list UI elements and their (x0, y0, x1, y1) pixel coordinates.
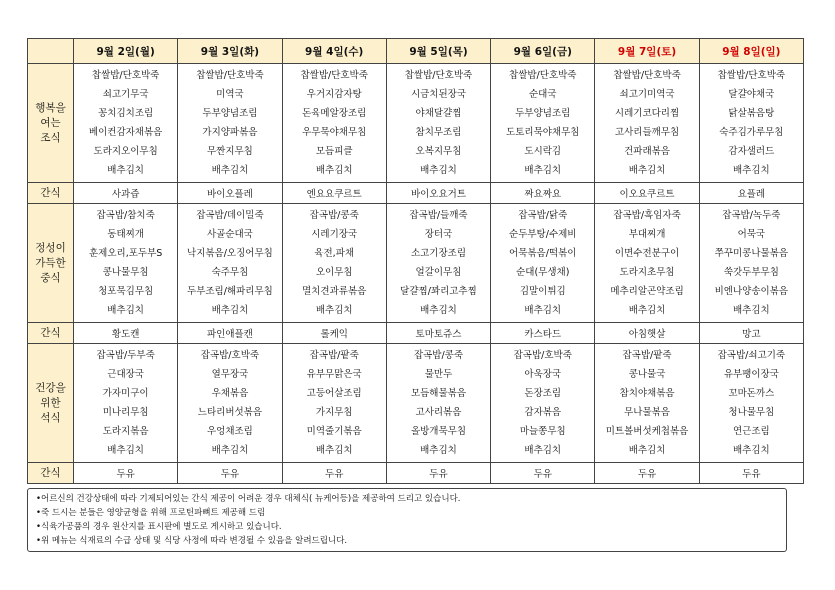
menu-cell (386, 64, 490, 183)
snack-label: 간식 (28, 323, 74, 344)
menu-cell (386, 344, 490, 463)
menu-item: 잡곡밥/팥죽 (309, 349, 359, 361)
menu-item: 멸치견과류볶음 (302, 285, 367, 297)
menu-item: 꼬마돈까스 (728, 387, 775, 399)
menu-item: 유부무맑은국 (306, 368, 362, 380)
menu-item: 배추김치 (107, 304, 144, 316)
note-line: •어르신의 건강상태에 따라 기제되어있는 간식 제공이 어려운 경우 대체식( 뉴케어등)을 제공하여 드리고 있습니다. (36, 494, 461, 504)
menu-item: 잡곡밥/데이밀죽 (196, 209, 264, 221)
menu-item: 훈제오리,포두부S (88, 247, 163, 259)
menu-item-list (283, 204, 386, 322)
menu-item-list (595, 204, 698, 322)
menu-item-list (283, 64, 386, 182)
breakfast-label (28, 64, 74, 183)
day-header: 9월 2일(월) (74, 39, 178, 64)
menu-item: 배추김치 (315, 164, 353, 176)
menu-item: 시금치된장국 (410, 88, 467, 100)
snack-label: 간식 (28, 183, 74, 204)
menu-cell (74, 204, 178, 323)
menu-item: 잡곡밥/콩죽 (309, 209, 359, 221)
meal-label-line: 가득한 (35, 256, 66, 269)
snack-cell: 엔요요쿠르트 (282, 183, 386, 204)
menu-item: 어묵볶음/떡볶이 (509, 247, 577, 259)
snack-cell: 토마토쥬스 (386, 323, 490, 344)
menu-item: 찹쌀밥/단호박죽 (509, 69, 577, 81)
day-header: 9월 5일(목) (386, 39, 490, 64)
menu-item: 배추김치 (211, 444, 249, 456)
menu-item: 숙주무침 (211, 266, 249, 278)
menu-item: 배추김치 (732, 164, 770, 176)
menu-item: 잡곡밥/호박죽 (200, 349, 260, 361)
dinner-snack-row (28, 463, 804, 484)
snack-cell: 두유 (491, 463, 595, 484)
menu-item-list (74, 204, 177, 322)
menu-item-list (491, 64, 594, 182)
menu-item-list (491, 204, 594, 322)
menu-item: 감자샐러드 (728, 145, 775, 157)
menu-item: 사골순대국 (206, 228, 253, 240)
menu-item: 아욱장국 (524, 368, 562, 380)
menu-item: 오이무침 (315, 266, 353, 278)
menu-item: 배추김치 (107, 444, 144, 456)
meal-label-line: 여는 (40, 116, 61, 129)
menu-item: 우거지감자탕 (306, 88, 362, 100)
menu-item: 두부양념조림 (515, 107, 571, 119)
menu-item: 쑥갓두부무침 (723, 266, 779, 278)
menu-item: 가지양파볶음 (202, 126, 258, 138)
menu-item: 미트볼버섯케첩볶음 (605, 425, 689, 437)
snack-cell: 이오요쿠르트 (595, 183, 699, 204)
menu-item: 잡곡밥/팥죽 (622, 349, 672, 361)
menu-item-list (178, 344, 281, 462)
snack-cell: 바이오플레 (178, 183, 282, 204)
meal-label-line: 중식 (40, 271, 61, 284)
menu-item-list (595, 344, 698, 462)
menu-item: 청나물무침 (728, 406, 775, 418)
menu-item: 모듬피클 (315, 145, 353, 157)
menu-item: 마늘쫑무침 (519, 425, 566, 437)
menu-cell (491, 204, 595, 323)
menu-item-list (387, 64, 490, 182)
menu-cell (74, 344, 178, 463)
menu-item: 고등어살조림 (306, 387, 362, 399)
menu-item: 무나물볶음 (624, 406, 670, 418)
menu-item-list (700, 64, 803, 182)
menu-item: 유부팽이장국 (723, 368, 779, 380)
menu-item: 고사리들깨무침 (614, 126, 680, 138)
menu-item-list (74, 64, 177, 182)
snack-cell: 두유 (386, 463, 490, 484)
menu-item: 가지무침 (315, 406, 353, 418)
day-header-weekend: 9월 8일(일) (699, 39, 803, 64)
menu-cell (491, 344, 595, 463)
menu-item: 두부양념조림 (202, 107, 258, 119)
weekly-meal-table (27, 38, 804, 484)
menu-item: 잡곡밥/콩죽 (413, 349, 464, 361)
menu-item: 올방개묵무침 (410, 425, 467, 437)
snack-cell: 두유 (595, 463, 699, 484)
meal-label-line: 석식 (40, 411, 61, 424)
menu-item-list (700, 204, 803, 322)
snack-cell: 두유 (282, 463, 386, 484)
menu-item: 배추김치 (732, 444, 770, 456)
menu-item: 도라지오이무침 (93, 145, 158, 157)
menu-item: 배추김치 (524, 164, 562, 176)
snack-cell: 짜요짜요 (491, 183, 595, 204)
menu-item: 고사리볶음 (415, 406, 462, 418)
menu-item: 잡곡밥/참치죽 (96, 209, 155, 221)
meal-label-line: 조식 (40, 131, 61, 144)
menu-item: 찹쌀밥/단호박죽 (300, 69, 368, 81)
menu-item: 잡곡밥/쇠고기죽 (717, 349, 786, 361)
snack-cell: 롤케익 (282, 323, 386, 344)
menu-cell (178, 344, 282, 463)
day-header-row (28, 39, 804, 64)
menu-cell (595, 64, 699, 183)
menu-item: 미나리무침 (102, 406, 149, 418)
meal-label-line: 행복을 (35, 101, 66, 114)
menu-item: 배추김치 (211, 304, 249, 316)
menu-item: 달걀찜/꽈리고추찜 (400, 285, 477, 297)
lunch-label (28, 204, 74, 323)
menu-item: 콩나물국 (628, 368, 666, 380)
menu-item-list (387, 204, 490, 322)
menu-item: 비엔나양송이볶음 (714, 285, 789, 297)
menu-item-list (283, 344, 386, 462)
menu-item: 돈장조림 (524, 387, 562, 399)
menu-item: 가자미구이 (102, 387, 149, 399)
menu-item: 찹쌀밥/단호박죽 (196, 69, 264, 81)
menu-item: 김말이튀김 (519, 285, 566, 297)
menu-item: 잡곡밥/녹두죽 (722, 209, 781, 221)
menu-item: 메추리알곤약조림 (610, 285, 684, 297)
menu-item: 참치무조림 (415, 126, 462, 138)
snack-cell: 황도캔 (74, 323, 178, 344)
menu-item-list (595, 64, 698, 182)
notes-box (27, 488, 787, 552)
menu-item: 어묵국 (737, 228, 766, 240)
menu-item: 배추김치 (107, 164, 144, 176)
menu-item: 미역줄기볶음 (306, 425, 362, 437)
menu-item: 장터국 (424, 228, 453, 240)
meal-label-line: 정성이 (35, 241, 66, 254)
menu-item: 도토리묵야채무침 (506, 126, 580, 138)
day-header: 9월 4일(수) (282, 39, 386, 64)
menu-item: 배추김치 (420, 164, 457, 176)
menu-item-list (387, 344, 490, 462)
menu-item: 잡곡밥/흑임자죽 (613, 209, 681, 221)
menu-item: 배추김치 (524, 444, 562, 456)
day-header: 9월 6일(금) (491, 39, 595, 64)
dinner-label (28, 344, 74, 463)
menu-item: 배추김치 (628, 304, 666, 316)
menu-item: 오복지무침 (415, 145, 462, 157)
menu-item: 쇠고기무국 (102, 88, 149, 100)
menu-item: 시레기장국 (311, 228, 358, 240)
meal-label-line: 위한 (40, 396, 61, 409)
menu-item: 배추김치 (315, 304, 353, 316)
menu-item-list (178, 64, 281, 182)
menu-item: 찹쌀밥/단호박죽 (717, 69, 786, 81)
snack-cell: 아침햇살 (595, 323, 699, 344)
menu-item: 배추김치 (315, 444, 353, 456)
menu-item: 잡곡밥/호박죽 (513, 349, 572, 361)
menu-item: 배추김치 (420, 304, 457, 316)
menu-item: 도라지볶음 (102, 425, 149, 437)
menu-item: 닭살볶음탕 (728, 107, 775, 119)
menu-item: 참치야채볶음 (619, 387, 675, 399)
menu-cell (699, 344, 803, 463)
menu-cell (386, 204, 490, 323)
menu-cell (74, 64, 178, 183)
menu-item: 부대찌개 (628, 228, 666, 240)
menu-item: 쭈꾸미콩나물볶음 (714, 247, 789, 259)
menu-item: 꽁치김치조림 (98, 107, 154, 119)
menu-cell (491, 64, 595, 183)
menu-item: 열무장국 (211, 368, 249, 380)
snack-cell: 두유 (178, 463, 282, 484)
menu-item-list (700, 344, 803, 462)
menu-item: 얼갈이무침 (415, 266, 462, 278)
lunch-menu-row (28, 204, 804, 323)
menu-item: 찹쌀밥/단호박죽 (91, 69, 160, 81)
menu-item: 배추김치 (420, 444, 457, 456)
menu-item-list (74, 344, 177, 462)
menu-cell (178, 204, 282, 323)
day-header: 9월 3일(화) (178, 39, 282, 64)
menu-item: 배추김치 (628, 164, 666, 176)
menu-item: 야채달걀찜 (415, 107, 462, 119)
menu-cell (282, 64, 386, 183)
menu-item: 연근조림 (732, 425, 770, 437)
note-line: •죽 드시는 분들은 영양균형을 위해 프로틴파뼈트 제공해 드림 (36, 508, 266, 518)
dinner-menu-row (28, 344, 804, 463)
menu-item: 잡곡밥/두부죽 (96, 349, 155, 361)
note-line: •위 메뉴는 식재료의 수급 상태 및 식당 사정에 따라 변경될 수 있음을 알려드립니다. (36, 536, 348, 546)
snack-label: 간식 (28, 463, 74, 484)
menu-cell (282, 344, 386, 463)
menu-item: 도시락김 (524, 145, 562, 157)
menu-cell (178, 64, 282, 183)
menu-item: 찹쌀밥/단호박죽 (613, 69, 681, 81)
menu-item: 근대장국 (107, 368, 144, 380)
menu-item: 낙지볶음/오징어무침 (187, 247, 273, 259)
menu-item: 배추김치 (732, 304, 770, 316)
menu-item: 두부조림/해파리무침 (187, 285, 273, 297)
menu-item: 찹쌀밥/단호박죽 (404, 69, 473, 81)
menu-item: 잡곡밥/들깨죽 (409, 209, 468, 221)
snack-cell: 카스타드 (491, 323, 595, 344)
menu-cell (595, 344, 699, 463)
menu-item: 느타리버섯볶음 (197, 406, 263, 418)
menu-item: 배추김치 (211, 164, 249, 176)
snack-cell: 두유 (74, 463, 178, 484)
snack-cell: 파인애플캔 (178, 323, 282, 344)
menu-item: 순대국 (529, 88, 557, 100)
menu-item: 베이컨감자채볶음 (88, 126, 163, 138)
menu-item: 도라지초무침 (619, 266, 675, 278)
menu-item: 우무묵야채무침 (302, 126, 367, 138)
menu-item: 청포묵김무침 (98, 285, 154, 297)
snack-cell: 망고 (699, 323, 803, 344)
lunch-snack-row (28, 323, 804, 344)
menu-item: 소고기장조림 (410, 247, 467, 259)
menu-cell (282, 204, 386, 323)
menu-item: 잡곡밥/닭죽 (518, 209, 568, 221)
snack-cell: 요플레 (699, 183, 803, 204)
menu-item: 순두부탕/수제비 (509, 228, 577, 240)
menu-item: 배추김치 (628, 444, 666, 456)
menu-item: 숙주김가루무침 (719, 126, 784, 138)
menu-item: 콩나물무침 (102, 266, 149, 278)
breakfast-snack-row (28, 183, 804, 204)
snack-cell: 두유 (699, 463, 803, 484)
menu-item: 모듬해물볶음 (410, 387, 467, 399)
menu-item: 동태찌개 (107, 228, 144, 240)
meal-label-line: 건강을 (35, 381, 66, 394)
menu-cell (699, 64, 803, 183)
menu-item: 이면수전분구이 (614, 247, 680, 259)
menu-item: 쇠고기미역국 (619, 88, 675, 100)
menu-item: 배추김치 (524, 304, 562, 316)
menu-item: 물만두 (424, 368, 453, 380)
menu-item: 우엉채조림 (206, 425, 253, 437)
note-line: •식육가공품의 경우 원산지를 표시판에 별도로 게시하고 있습니다. (36, 522, 282, 532)
menu-item: 감자볶음 (524, 406, 562, 418)
menu-item: 돈육메알장조림 (302, 107, 367, 119)
menu-item: 무짠지무침 (206, 145, 253, 157)
snack-cell: 사과즙 (74, 183, 178, 204)
day-header-weekend: 9월 7일(토) (595, 39, 699, 64)
snack-cell: 바이오요거트 (386, 183, 490, 204)
menu-item: 육전,파채 (314, 247, 355, 259)
corner-cell (28, 39, 74, 64)
menu-item-list (491, 344, 594, 462)
menu-item: 건파래볶음 (624, 145, 670, 157)
menu-cell (699, 204, 803, 323)
menu-item-list (178, 204, 281, 322)
breakfast-menu-row (28, 64, 804, 183)
menu-item: 달걀야채국 (728, 88, 775, 100)
menu-cell (595, 204, 699, 323)
menu-item: 순대(무생채) (516, 266, 570, 278)
menu-item: 시레기코다리찜 (614, 107, 680, 119)
menu-item: 우채볶음 (211, 387, 249, 399)
menu-item: 미역국 (216, 88, 244, 100)
